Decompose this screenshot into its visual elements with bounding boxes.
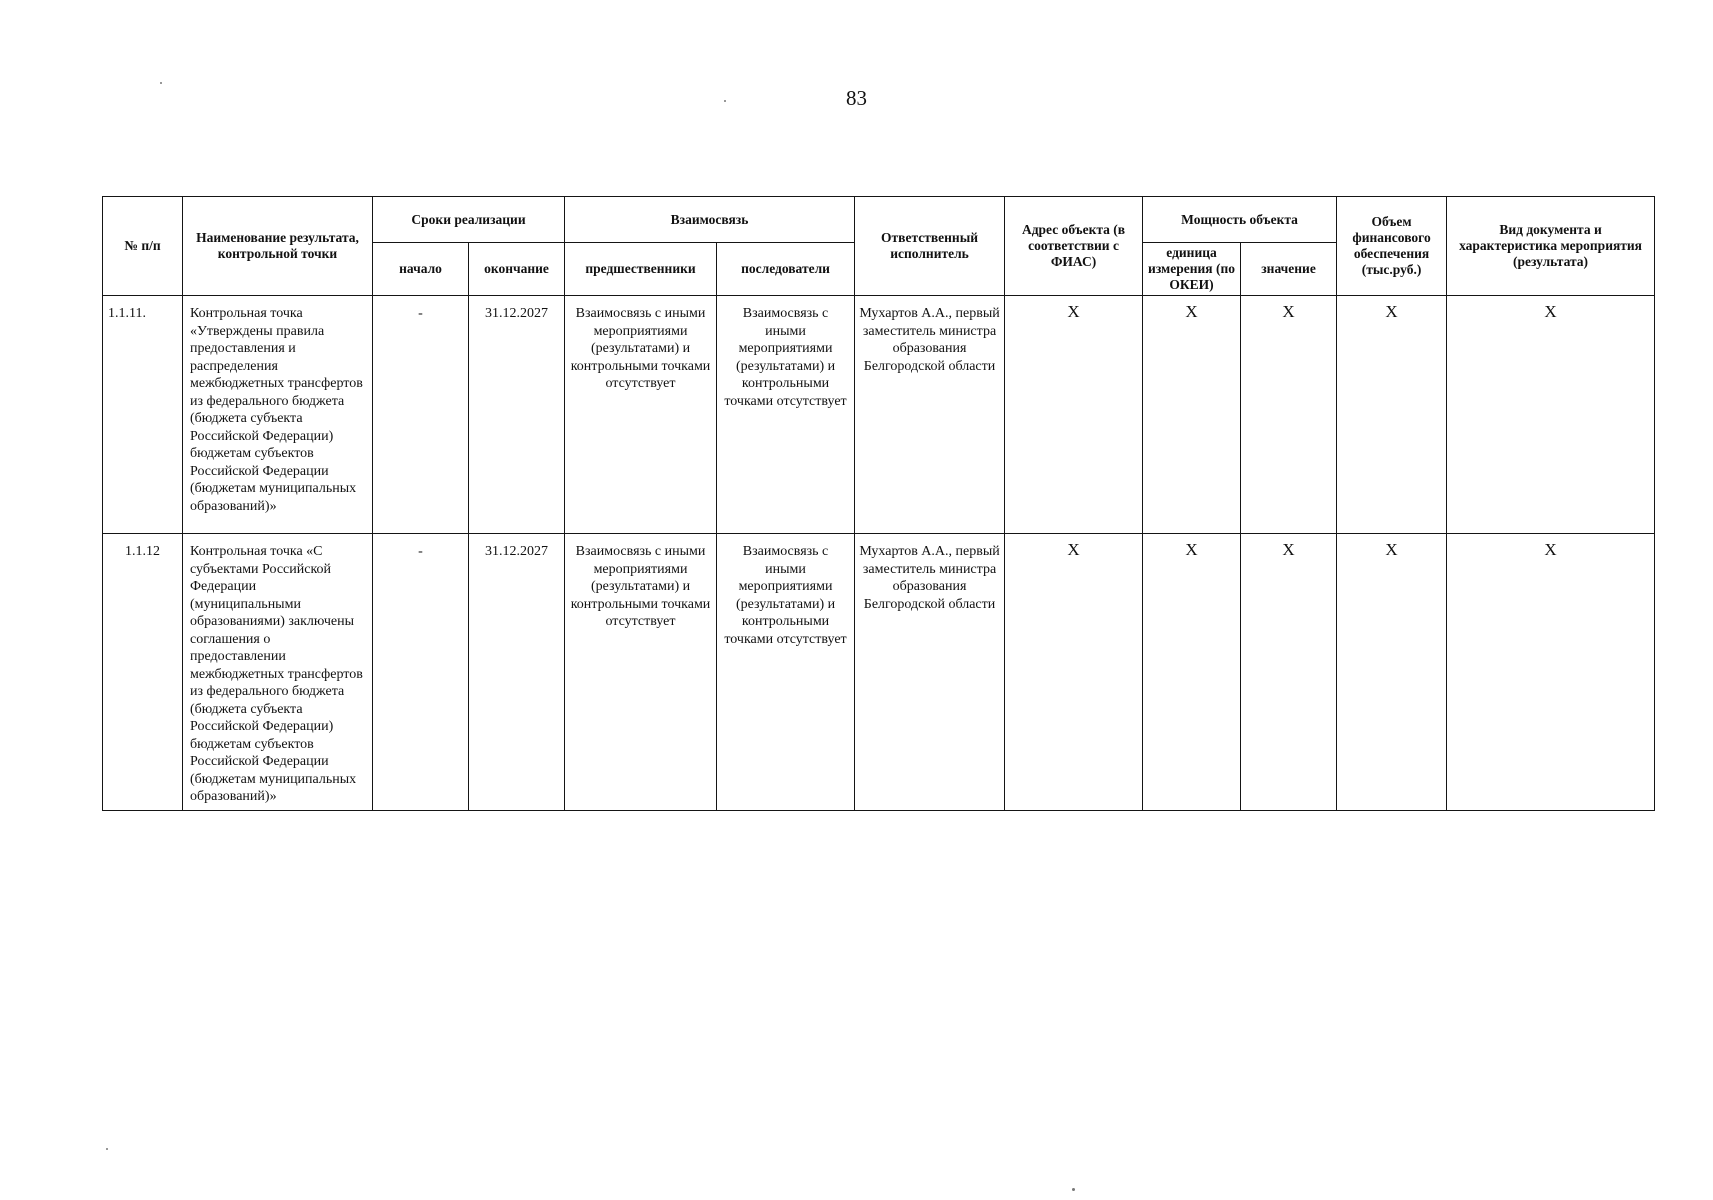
row-doc: Х bbox=[1447, 296, 1655, 534]
row-unit: Х bbox=[1143, 296, 1241, 534]
row-num: 1.1.12 bbox=[103, 534, 183, 811]
row-successors: Взаимосвязь с иными мероприятиями (результатами) и контрольными точками отсутствует bbox=[717, 296, 855, 534]
header-finance: Объем финансового обеспечения (тыс.руб.) bbox=[1337, 197, 1447, 296]
scan-speck bbox=[724, 100, 726, 102]
header-name: Наименование результата, контрольной точки bbox=[183, 197, 373, 296]
header-start: начало bbox=[373, 243, 469, 296]
header-terms: Сроки реализации bbox=[373, 197, 565, 243]
row-unit: Х bbox=[1143, 534, 1241, 811]
row-name: Контрольная точка «С субъектами Российской Федерации (муниципальными образованиями) заключены соглашения о предоставлении межбюджетных трансфертов из федерального бюджета (бюджета субъекта Российской Федерации) бюджетам субъектов Российской Федерации (бюджетам муниципальных образований)» bbox=[183, 534, 373, 811]
row-end: 31.12.2027 bbox=[469, 296, 565, 534]
row-value: Х bbox=[1241, 534, 1337, 811]
header-num: № п/п bbox=[103, 197, 183, 296]
row-finance: Х bbox=[1337, 296, 1447, 534]
header-end: окончание bbox=[469, 243, 565, 296]
table-row bbox=[103, 534, 1655, 811]
row-responsible: Мухартов А.А., первый заместитель министра образования Белгородской области bbox=[855, 296, 1005, 534]
table-row bbox=[103, 296, 1655, 534]
row-name: Контрольная точка «Утверждены правила предоставления и распределения межбюджетных трансфертов из федерального бюджета (бюджета субъекта Российской Федерации) бюджетам субъектов Российской Федерации (бюджетам муниципальных образований)» bbox=[183, 296, 373, 534]
header-unit: единица измерения (по ОКЕИ) bbox=[1143, 243, 1241, 296]
scan-speck bbox=[160, 82, 162, 84]
header-address: Адрес объекта (в соответствии с ФИАС) bbox=[1005, 197, 1143, 296]
row-successors: Взаимосвязь с иными мероприятиями (результатами) и контрольными точками отсутствует bbox=[717, 534, 855, 811]
row-address: Х bbox=[1005, 534, 1143, 811]
row-responsible: Мухартов А.А., первый заместитель министра образования Белгородской области bbox=[855, 534, 1005, 811]
row-start: - bbox=[373, 296, 469, 534]
header-successors: последователи bbox=[717, 243, 855, 296]
row-start: - bbox=[373, 534, 469, 811]
row-end: 31.12.2027 bbox=[469, 534, 565, 811]
row-doc: Х bbox=[1447, 534, 1655, 811]
header-value: значение bbox=[1241, 243, 1337, 296]
row-predecessors: Взаимосвязь с иными мероприятиями (результатами) и контрольными точками отсутствует bbox=[565, 296, 717, 534]
header-capacity: Мощность объекта bbox=[1143, 197, 1337, 243]
table-header bbox=[103, 197, 1655, 296]
row-address: Х bbox=[1005, 296, 1143, 534]
page-number: 83 bbox=[846, 86, 867, 110]
header-predecessors: предшественники bbox=[565, 243, 717, 296]
schedule-table-container bbox=[102, 196, 1654, 811]
row-value: Х bbox=[1241, 296, 1337, 534]
header-responsible: Ответственный исполнитель bbox=[855, 197, 1005, 296]
header-link: Взаимосвязь bbox=[565, 197, 855, 243]
schedule-table bbox=[102, 196, 1655, 811]
scan-speck bbox=[1072, 1188, 1075, 1191]
row-num: 1.1.11. bbox=[103, 296, 183, 534]
scan-speck bbox=[106, 1148, 108, 1150]
header-doc: Вид документа и характеристика мероприятия (результата) bbox=[1447, 197, 1655, 296]
row-predecessors: Взаимосвязь с иными мероприятиями (результатами) и контрольными точками отсутствует bbox=[565, 534, 717, 811]
row-finance: Х bbox=[1337, 534, 1447, 811]
